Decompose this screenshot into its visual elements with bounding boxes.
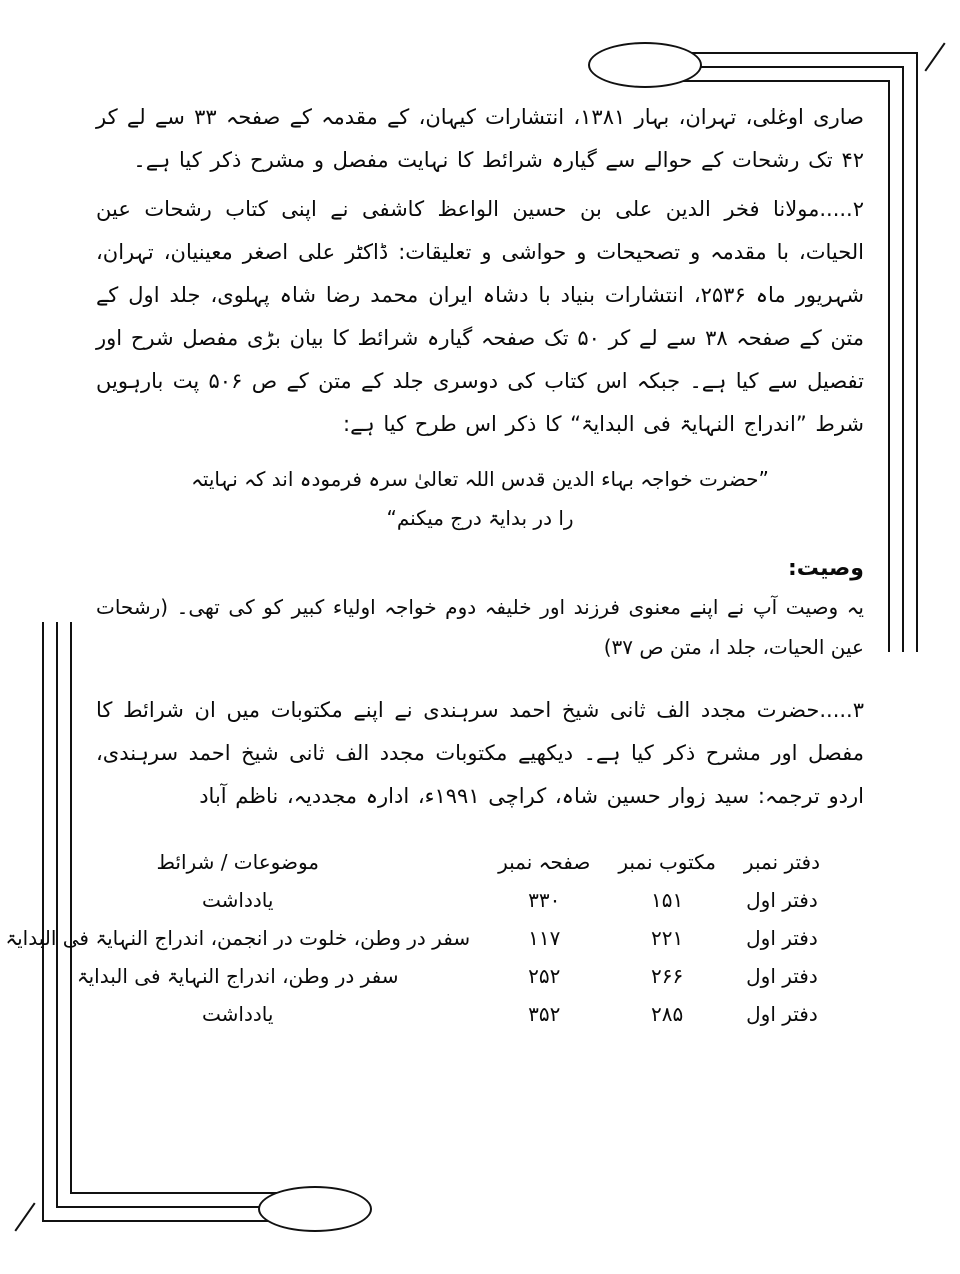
ornament-ellipse-top-icon [588, 42, 702, 88]
cell-subject: یادداشت [202, 1001, 274, 1026]
index-table [0, 843, 834, 1033]
index-table-head [0, 843, 834, 881]
cell-subject: سفر در وطن، اندراج النہایۃ فی البدایۃ [76, 963, 399, 988]
table-row [0, 957, 834, 995]
index-table-wrapper [5, 843, 864, 1033]
column-header-daftar: دفتر نمبر [743, 849, 820, 874]
cell-subject: یادداشت [202, 887, 274, 912]
table-row [0, 919, 834, 957]
cell-page: ۲۵۲ [528, 963, 561, 988]
ornament-diagonal-bottom-icon [14, 1203, 35, 1232]
blockquote [96, 460, 864, 538]
paragraph-item-2: ۲.....مولانا فخر الدین علی بن حسین الواعظ کاشفی نے اپنی کتاب رشحات عین الحیات، با مقدمہ و تصحیحات و حواشی و تعلیقات: ڈاکٹر علی اصغر معینیان، تہران، شہریور ماہ ۲۵۳۶، انتشارات بنیاد با دشاہ ایران محمد رضا شاہ پہلوی، جلد اول کے متن کے صفحہ ۳۸ سے لے کر ۵۰ تک صفحہ گیارہ شرائط کا بیان بڑی مفصل شرح اور تفصیل سے کیا ہے۔ جبکہ اس کتاب کی دوسری جلد کے متن کے ص ۵۰۶ پت بارہویں شرط ”اندراج النہایۃ فی البدایۃ“ کا ذکر اس طرح کیا ہے: [96, 197, 865, 437]
border-line-bottom-left-horizontal-1 [42, 1220, 292, 1222]
border-line-bottom-left-horizontal-2 [56, 1206, 292, 1208]
column-header-subject: موضوعات / شرائط [156, 849, 320, 874]
cell-maktoob: ۲۲۱ [651, 925, 684, 950]
cell-maktoob: ۲۸۵ [651, 1001, 684, 1026]
document-body [5, 96, 865, 1033]
cell-daftar: دفتر اول [746, 963, 818, 988]
paragraph-continuation: صاری اوغلی، تہران، بہار ۱۳۸۱، انتشارات کیہان، کے مقدمہ کے صفحہ ۳۳ سے لے کر ۴۲ تک رشحات کے حوالے سے گیارہ شرائط کا نہایت مفصل و مشرح ذکر کیا ہے۔ [96, 105, 864, 173]
quote-line-1: ”حضرت خواجہ بہاء الدین قدس اللہ تعالیٰ سرہ فرمودہ اند کہ نہایتہ [191, 467, 769, 492]
cell-page: ۱۱۷ [528, 925, 561, 950]
ornament-ellipse-bottom-icon [258, 1186, 372, 1232]
quote-line-2: را در بدایۃ درج میکنم“ [386, 506, 574, 531]
index-table-body [0, 881, 834, 1033]
table-header-row [0, 843, 834, 881]
cell-daftar: دفتر اول [746, 887, 818, 912]
column-header-page: صفحہ نمبر [498, 849, 591, 874]
ornament-diagonal-top-icon [924, 43, 945, 72]
cell-daftar: دفتر اول [746, 1001, 818, 1026]
section-heading: وصیت: [787, 556, 864, 582]
section-note: یہ وصیت آپ نے اپنے معنوی فرزند اور خلیفہ دوم خواجہ اولیاء کبیر کو کی تھی۔ (رشحات عین الحیات، جلد ا، متن ص ۳۷) [96, 595, 864, 660]
cell-page: ۳۳۰ [528, 887, 561, 912]
table-row [0, 881, 834, 919]
paragraph-item-3: ۳.....حضرت مجدد الف ثانی شیخ احمد سرہندی نے اپنے مکتوبات میں ان شرائط کا مفصل اور مشرح ذکر کیا ہے۔ دیکھیے مکتوبات مجدد الف ثانی شیخ احمد سرہندی، اردو ترجمہ: سید زوار حسین شاہ، کراچی ۱۹۹۱ء، ادارہ مجددیہ، ناظم آباد [96, 698, 864, 809]
cell-page: ۳۵۲ [528, 1001, 561, 1026]
border-line-top-right-vertical-2 [902, 66, 904, 652]
cell-maktoob: ۲۶۶ [651, 963, 684, 988]
border-line-top-right-vertical-3 [888, 80, 890, 652]
cell-maktoob: ۱۵۱ [651, 887, 684, 912]
cell-daftar: دفتر اول [746, 925, 818, 950]
border-line-bottom-left-horizontal-3 [70, 1192, 292, 1194]
column-header-maktoob: مکتوب نمبر [618, 849, 716, 874]
table-row [0, 995, 834, 1033]
cell-subject: سفر در وطن، خلوت در انجمن، اندراج النہایۃ فی البدایۃ [5, 925, 471, 950]
border-line-top-right-vertical-1 [916, 52, 918, 652]
